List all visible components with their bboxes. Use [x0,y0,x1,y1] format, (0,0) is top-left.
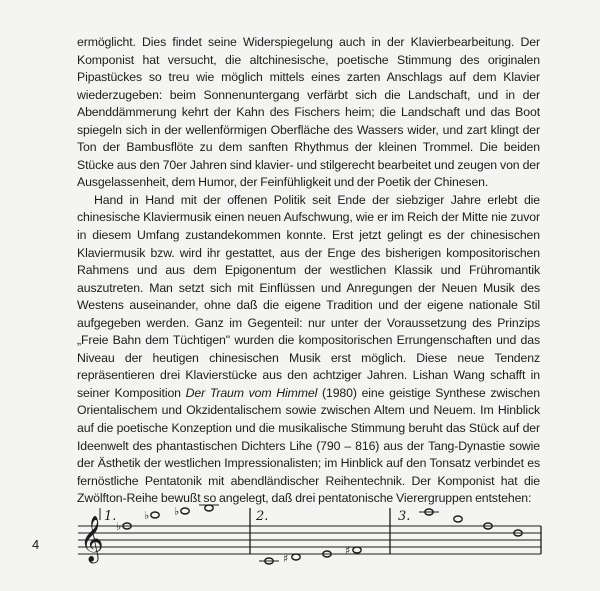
note [205,505,213,511]
work-title: Der Traum vom Himmel [185,385,318,400]
group-label: 1. [104,509,117,524]
paragraph-text: (1980) eine geistige Synthese zwischen Orientalischem und Okzidentalischem sowie zwischen Altem und Neuem. Im Hinblick auf die poetische Konzeption und die musikalische Stimmung beruht das Stück auf der Ideenwelt des phantastischen Dichters Lihe (790 – 816) aus der Tang-Dynastie sowie der Ästhetik der westlichen Impressionalisten; im Hinblick auf den Tonsatz verbindet es fernöstliche Pentatonik mit abendländischer Reihentechnik. Der Komponist hat die Zwölfton-Reihe bewußt so angelegt, daß drei pentatonische Vierergruppen entstehen: [77,385,540,506]
note [292,554,300,560]
music-example [0,498,600,591]
group-label: 3. [398,509,411,524]
sharp-sign: ♯ [283,552,289,565]
note [151,512,159,518]
treble-clef: 𝄞 [80,516,104,562]
group-label: 2. [256,509,269,524]
note [353,547,361,553]
body-text [77,34,540,508]
page-number: 4 [32,537,40,552]
note [181,508,189,514]
paragraph: ermöglicht. Dies findet seine Widerspiegelung auch in der Klavierbearbeitung. Der Komponist hat versucht, die altchinesische, poetische Stimmung des originalen Pipastückes so treu wie möglich mittels eines zarten Anschlags auf dem Klavier wiederzugeben: beim Sonnenuntergang verfärbt sich die Landschaft, und in der Abenddämmerung kehrt der Kahn des Fischers heim; die Landschaft und das Boot spiegeln sich in der wellenförmigen Oberfläche des Wassers wider, und zart klingt der Ton der Bambusflöte zu dem sanften Rhythmus der kleinen Trommel. Die beiden Stücke aus den 70er Jahren sind klavier- und stilgerecht bearbeitet und zeugen von der Ausgelassenheit, dem Humor, der Feinfühligkeit und der Poetik der Chinesen. [77,35,540,190]
paragraph-text: Hand in Hand mit der offenen Politik seit Ende der siebziger Jahre erlebt die chinesische Klaviermusik einen neuen Aufschwung, wie er im Reich der Mitte nie zuvor in diesem Umfang zustandekommen konnte. Erst jetzt gelingt es der chinesischen Klaviermusik bzw. wird ihr gestattet, aus der Enge des bisherigen kompositorischen Rahmens und aus dem Epigonentum der westlichen Klassik und Frühromantik auszutreten. Man setzt sich mit Einflüssen und Anregungen der Neuen Musik des Westens auseinander, ohne daß die eigene Tradition und der eigene nationale Stil aufgegeben werden. Ganz im Gegenteil: nur unter der Voraussetzung des Prinzips „Freie Bahn dem Tüchtigen" wurden die kompositorischen Errungenschaften und das Niveau der heutigen chinesischen Musik erst möglich. Diese neue Tendenz repräsentieren drei Klavierstücke aus den achtziger Jahren. Lishan Wang schafft in seiner Komposition [77,192,540,400]
sharp-sign: ♯ [345,544,351,557]
paragraph [77,192,540,508]
note [454,516,462,522]
flat-sign: ♭ [144,509,150,522]
flat-sign: ♭ [116,520,122,533]
flat-sign: ♭ [174,505,180,518]
